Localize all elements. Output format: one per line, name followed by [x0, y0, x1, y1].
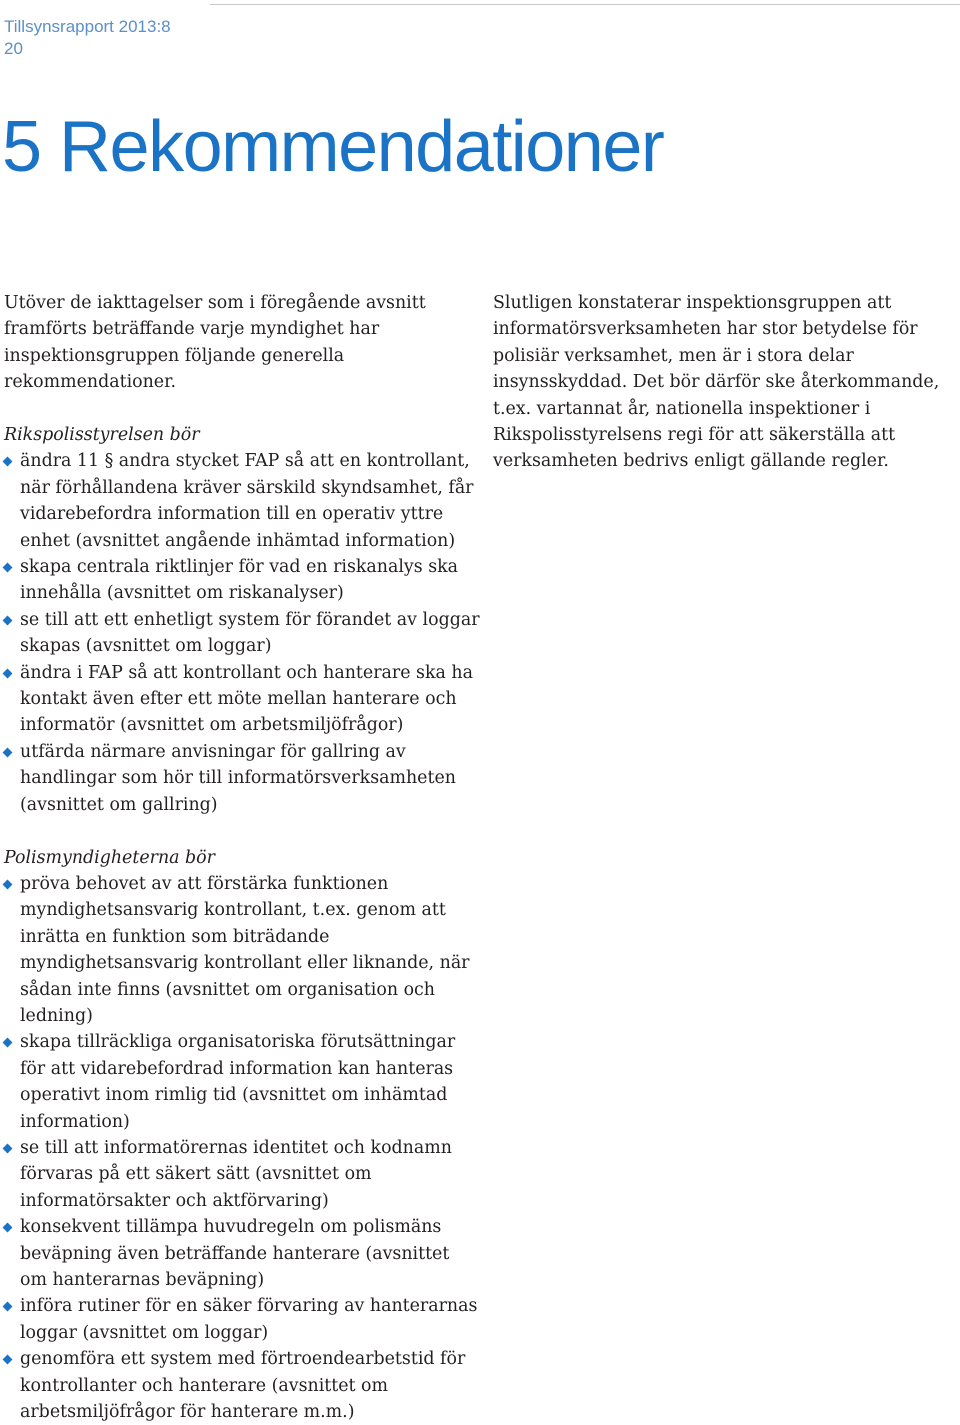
list-item-text: ändra i FAP så att kontrollant och hanterare ska ha kontakt även efter ett möte mellan hanterare och informatör (avsnittet om arbetsmiljöfrågor)	[20, 662, 473, 736]
list-item	[4, 871, 480, 1029]
list-item	[4, 554, 480, 607]
list-item	[4, 1029, 480, 1135]
list-item-text: utfärda närmare anvisningar för gallring av handlingar som hör till informatörsverksamheten (avsnittet om gallring)	[20, 741, 456, 815]
diamond-bullet-icon	[3, 668, 13, 678]
diamond-bullet-icon	[3, 1038, 13, 1048]
diamond-bullet-icon	[3, 747, 13, 757]
list-item-text: skapa tillräckliga organisatoriska förutsättningar för att vidarebefordrad information kan hanteras operativt inom rimlig tid (avsnittet om inhämtad information)	[20, 1032, 456, 1132]
list-item-text: konsekvent tillämpa huvudregeln om polismäns beväpning även beträffande hanterare (avsnittet om hanterarnas beväpning)	[20, 1217, 450, 1290]
diamond-bullet-icon	[3, 1144, 13, 1154]
header-rule	[210, 4, 960, 5]
list-item-text: se till att ett enhetligt system för förandet av loggar skapas (avsnittet om loggar)	[20, 609, 480, 657]
left-column	[4, 290, 480, 1425]
list-item	[4, 1346, 480, 1425]
diamond-bullet-icon	[3, 563, 13, 573]
chapter-title: 5 Rekommendationer	[2, 107, 664, 187]
diamond-bullet-icon	[3, 879, 13, 889]
list-item-text: införa rutiner för en säker förvaring av hanterarnas loggar (avsnittet om loggar)	[20, 1296, 478, 1343]
conclusion-paragraph: Slutligen konstaterar inspektionsgruppen att informatörsverksamheten har stor betydelse för polisiär verksamhet, men är i stora delar insynsskyddad. Det bör därför ske återkommande, t.ex. vartannat år, nationella inspektioner i Rikspolisstyrelsens regi för att säkerställa att verksamheten bedrivs enligt gällande regler.	[493, 293, 940, 472]
list-item-text: skapa centrala riktlinjer för vad en riskanalys ska innehålla (avsnittet om riskanalyser)	[20, 557, 459, 604]
list-item	[4, 1293, 480, 1346]
recommendation-list-polismyndigheterna	[4, 871, 480, 1425]
list-item	[4, 1135, 480, 1214]
running-head	[4, 16, 171, 60]
list-item	[4, 448, 480, 554]
right-column	[493, 290, 943, 475]
list-item-text: genomföra ett system med förtroendearbetstid för kontrollanter och hanterare (avsnittet om arbetsmiljöfrågor för hanterare m.m.)	[20, 1349, 466, 1423]
intro-paragraph: Utöver de iakttagelser som i föregående avsnitt framförts beträffande varje myndighet har inspektionsgruppen följande generella rekommendationer.	[4, 293, 426, 393]
list-item	[4, 660, 480, 739]
list-item-text: ändra 11 § andra stycket FAP så att en kontrollant, när förhållandena kräver särskild skyndsamhet, får vidarebefordra information till en operativ yttre enhet (avsnittet angående inhämtad information)	[20, 451, 474, 551]
diamond-bullet-icon	[3, 1355, 13, 1365]
list-item	[4, 739, 480, 818]
list-item	[4, 607, 480, 660]
group-lead-rikspolisstyrelsen: Rikspolisstyrelsen bör	[4, 425, 200, 446]
page-number: 20	[4, 39, 23, 58]
group-lead-polismyndigheterna: Polismyndigheterna bör	[4, 847, 215, 868]
recommendation-list-rikspolisstyrelsen	[4, 448, 480, 818]
list-item-text: se till att informatörernas identitet och kodnamn förvaras på ett säkert sätt (avsnittet om informatörsakter och aktförvaring)	[20, 1137, 452, 1211]
diamond-bullet-icon	[3, 615, 13, 625]
diamond-bullet-icon	[3, 457, 13, 467]
list-item	[4, 1214, 480, 1293]
report-name: Tillsynsrapport 2013:8	[4, 17, 171, 36]
diamond-bullet-icon	[3, 1223, 13, 1233]
diamond-bullet-icon	[3, 1302, 13, 1312]
list-item-text: pröva behovet av att förstärka funktionen myndighetsansvarig kontrollant, t.ex. genom att inrätta en funktion som biträdande myndighetsansvarig kontrollant eller liknande, när sådan inte finns (avsnittet om organisation och ledning)	[20, 873, 470, 1026]
